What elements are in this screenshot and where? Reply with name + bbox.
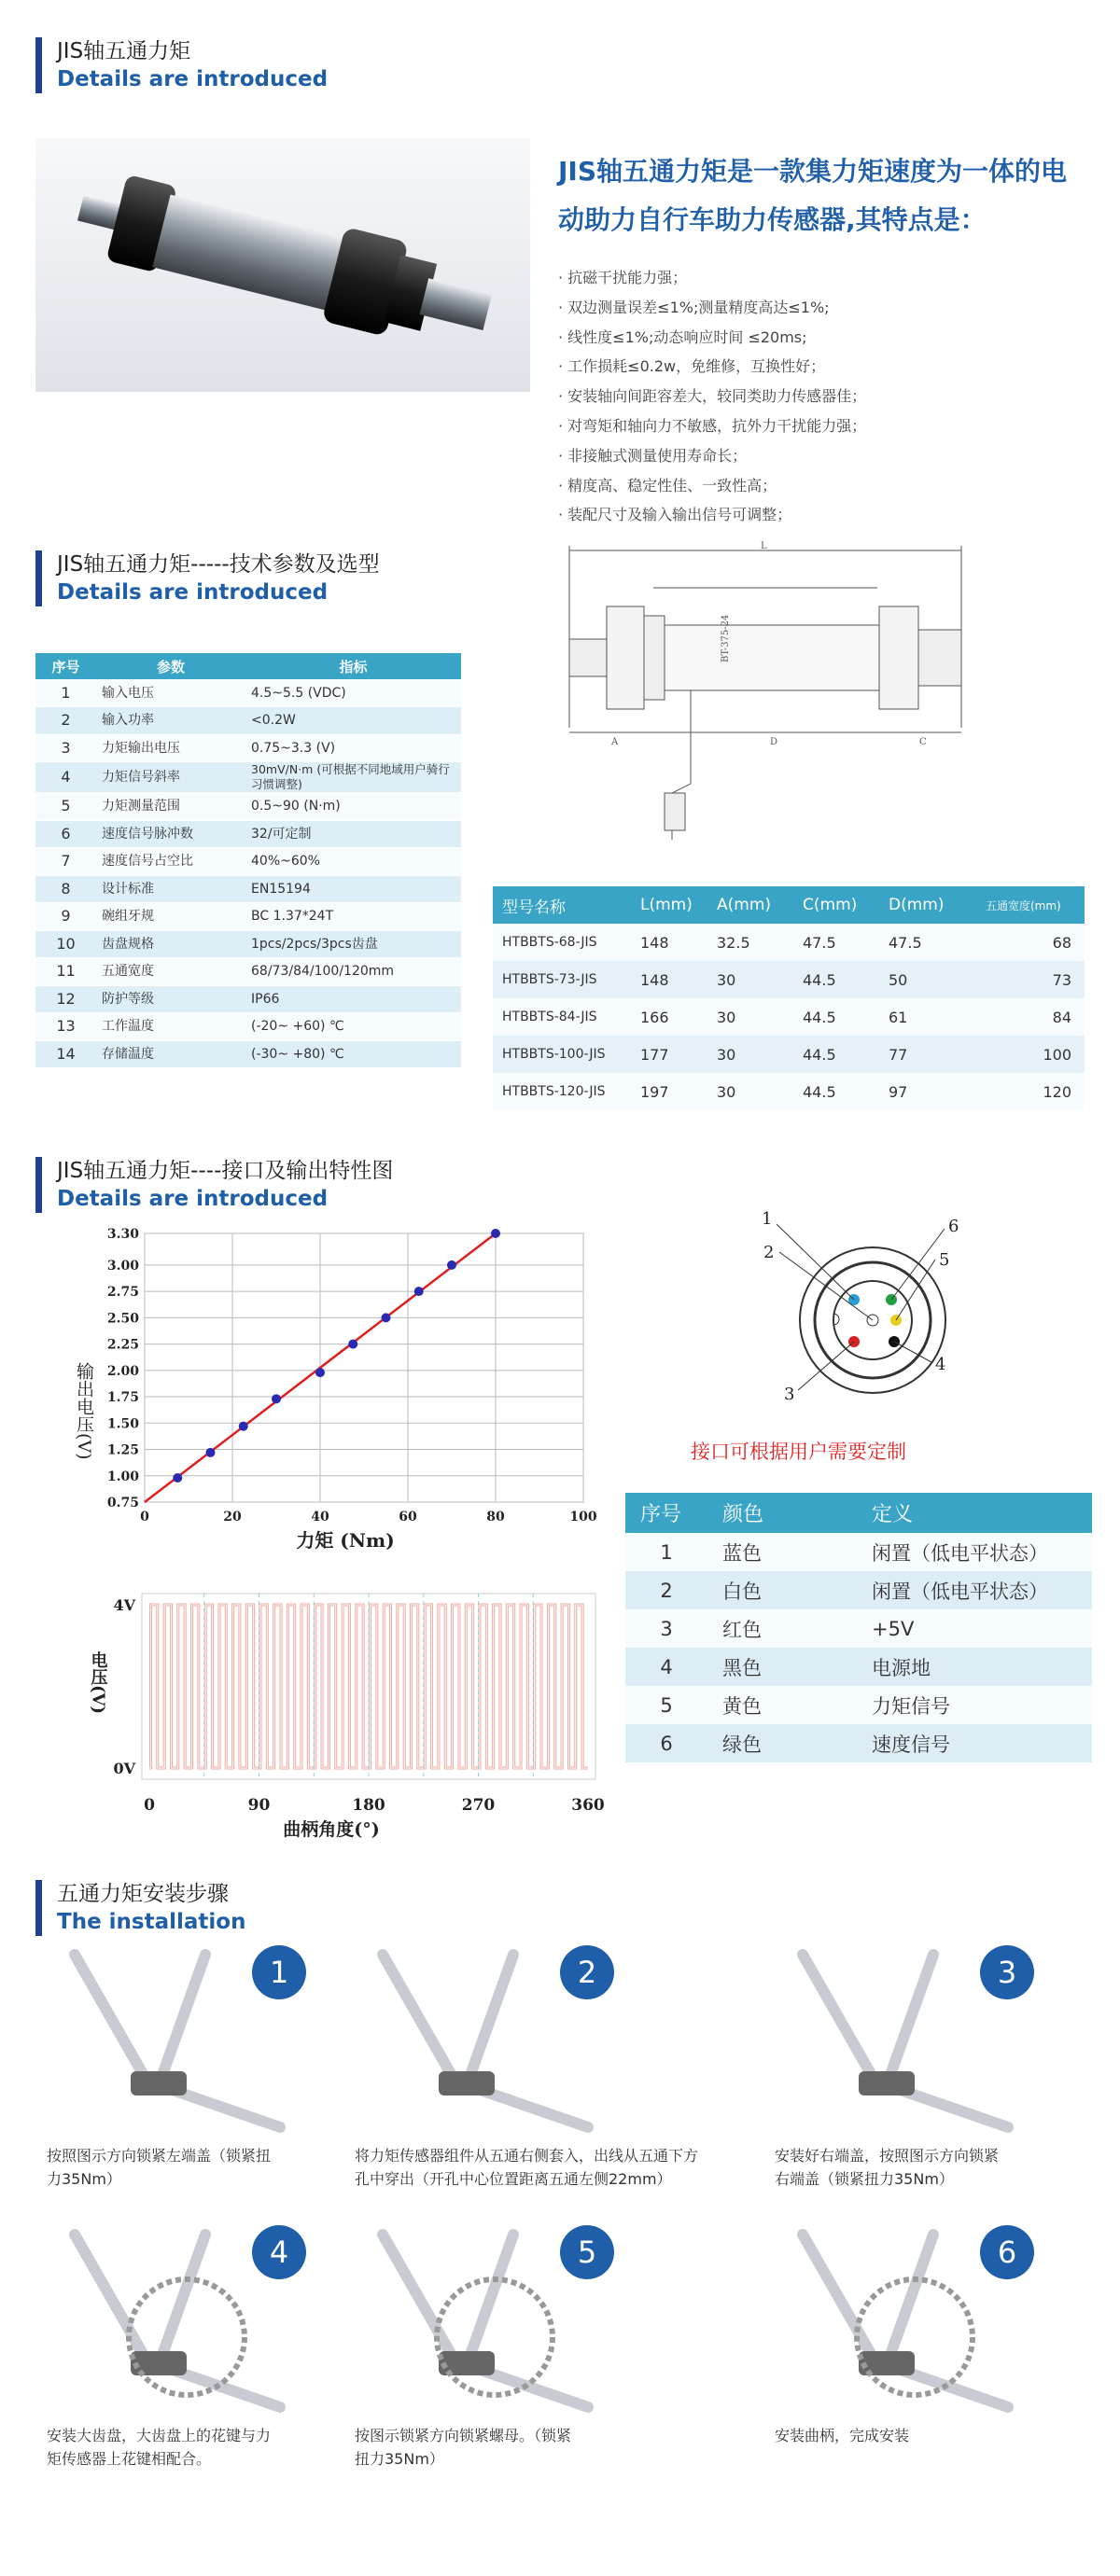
spec-cell: 30mV/N·m (可根据不同地域用户骑行习惯调整) (245, 762, 461, 793)
feature-item: · 抗磁干扰能力强； (558, 269, 688, 286)
pin-cell: 闲置（低电平状态） (857, 1571, 1092, 1609)
model-cell: 148 (631, 924, 707, 961)
step-caption: 安装大齿盘，大齿盘上的花键与力矩传感器上花键相配合。 (47, 2427, 272, 2468)
model-cell: 177 (631, 1036, 707, 1073)
model-cell: 197 (631, 1073, 707, 1110)
spec-cell: 0.5~90 (N·m) (245, 793, 461, 821)
data-point (447, 1260, 456, 1270)
model-cell: 30 (707, 1036, 793, 1073)
dimension-drawing (560, 541, 971, 868)
y-tick-label: 0.75 (106, 1496, 139, 1511)
section-title-cn: JIS轴五通力矩----接口及输出特性图 (57, 1159, 394, 1183)
model-header: C(mm) (793, 886, 879, 924)
data-point (206, 1448, 216, 1457)
model-cell: HTBBTS-68-JIS (493, 924, 631, 961)
pin-label-6: 6 (948, 1217, 959, 1236)
pin-cell: 4 (625, 1648, 707, 1686)
pin-header: 定义 (857, 1493, 1092, 1533)
model-row (493, 1073, 1085, 1110)
pin-cell: 力矩信号 (857, 1686, 1092, 1724)
model-row (493, 961, 1085, 998)
pin-cell: +5V (857, 1609, 1092, 1648)
model-cell: 100 (976, 1036, 1085, 1073)
pin-cell: 红色 (707, 1609, 857, 1648)
pin-label-2: 2 (763, 1243, 775, 1262)
step-number-badge: 6 (980, 2225, 1034, 2279)
pin-row (625, 1533, 1092, 1571)
data-point (239, 1422, 248, 1431)
spec-cell: 7 (35, 848, 96, 876)
speed-signal-chart (65, 1577, 616, 1847)
feature-item: · 线性度≤1%;动态响应时间 ≤20ms; (558, 327, 807, 346)
y-tick-label: 1.00 (106, 1469, 139, 1484)
pin-label-4: 4 (935, 1355, 946, 1374)
section-title-en: The installation (57, 1910, 246, 1934)
spec-cell: EN15194 (245, 875, 461, 903)
spec-header: 指标 (245, 653, 461, 679)
spec-row (35, 1013, 461, 1041)
model-cell: 30 (707, 961, 793, 998)
spec-cell: (-30~ +80) ℃ (245, 1040, 461, 1068)
step-number-badge: 2 (560, 1945, 614, 1999)
spec-cell: (-20~ +60) ℃ (245, 1013, 461, 1041)
model-row (493, 998, 1085, 1036)
pin-cell: 电源地 (857, 1648, 1092, 1686)
customization-note: 接口可根据用户需要定制 (691, 1441, 906, 1463)
step-caption: 安装曲柄，完成安装 (775, 2427, 910, 2444)
pin-cell: 黄色 (707, 1686, 857, 1724)
spec-cell: 8 (35, 875, 96, 903)
y-tick-label: 1.75 (106, 1390, 139, 1406)
connector-diagram (728, 1204, 999, 1427)
spec-cell: 1pcs/2pcs/3pcs齿盘 (245, 930, 461, 958)
spec-row (35, 958, 461, 986)
pin-cell: 黑色 (707, 1648, 857, 1686)
spec-cell: 14 (35, 1040, 96, 1068)
model-header: 型号名称 (493, 886, 631, 924)
model-cell: 61 (879, 998, 976, 1036)
spec-header: 参数 (96, 653, 245, 679)
model-cell: HTBBTS-100-JIS (493, 1036, 631, 1073)
x-axis-label: 曲柄角度(°) (283, 1819, 380, 1840)
x-tick-label: 0 (140, 1510, 149, 1525)
pin-header: 序号 (625, 1493, 707, 1533)
dim-label-l: L (761, 541, 767, 551)
spec-cell: BC 1.37*24T (245, 903, 461, 931)
x-tick-label: 60 (399, 1510, 417, 1525)
spec-cell: 速度信号占空比 (96, 848, 245, 876)
y-tick-label: 4V (113, 1596, 135, 1614)
spec-cell: 力矩信号斜率 (96, 762, 245, 793)
model-cell: 44.5 (793, 998, 879, 1036)
pin-cell: 2 (625, 1571, 707, 1609)
pin-label-3: 3 (784, 1385, 795, 1404)
spec-row (35, 707, 461, 735)
model-row (493, 924, 1085, 961)
section-title-installation (35, 1880, 245, 1936)
spec-cell: 12 (35, 985, 96, 1013)
x-axis-label: 力矩 (Nm) (296, 1529, 395, 1552)
pin-cell: 1 (625, 1533, 707, 1571)
feature-item: · 工作损耗≤0.2w，免维修，互换性好； (558, 357, 826, 376)
spec-cell: 40%~60% (245, 848, 461, 876)
pin-cell: 3 (625, 1609, 707, 1648)
pin-cell: 5 (625, 1686, 707, 1724)
model-cell: 44.5 (793, 1073, 879, 1110)
data-point (173, 1473, 182, 1483)
model-cell: 73 (976, 961, 1085, 998)
model-row (493, 1036, 1085, 1073)
feature-list (558, 263, 1090, 530)
spec-cell: 6 (35, 820, 96, 848)
spec-cell: 13 (35, 1013, 96, 1041)
spec-row (35, 930, 461, 958)
spec-cell: 32/可定制 (245, 820, 461, 848)
install-step (47, 2225, 383, 2471)
pin-row (625, 1571, 1092, 1609)
pin-row (625, 1648, 1092, 1686)
spec-cell: 输入功率 (96, 707, 245, 735)
pin-cell: 白色 (707, 1571, 857, 1609)
x-tick-label: 100 (569, 1510, 597, 1525)
feature-item: · 双边测量误差≤1%;测量精度高达≤1%; (558, 298, 830, 316)
spec-cell: 1 (35, 679, 96, 707)
dim-label-d: D (770, 737, 778, 747)
spec-header: 序号 (35, 653, 96, 679)
data-point (414, 1287, 424, 1296)
model-header: L(mm) (631, 886, 707, 924)
spec-cell: <0.2W (245, 707, 461, 735)
step-caption: 按图示锁紧方向锁紧螺母。（锁紧扭力35Nm） (355, 2427, 572, 2468)
spec-cell: 3 (35, 734, 96, 762)
install-step (355, 2225, 691, 2471)
pin-row (625, 1609, 1092, 1648)
spec-cell: 力矩测量范围 (96, 793, 245, 821)
spec-cell: 4 (35, 762, 96, 793)
section-title-cn: 五通力矩安装步骤 (57, 1882, 229, 1906)
step-number-badge: 3 (980, 1945, 1034, 1999)
spec-row (35, 903, 461, 931)
y-tick-label: 2.25 (106, 1337, 139, 1353)
model-header: D(mm) (879, 886, 976, 924)
model-table (493, 886, 1085, 1110)
spec-row (35, 875, 461, 903)
spec-cell: 输入电压 (96, 679, 245, 707)
model-cell: 97 (879, 1073, 976, 1110)
step-caption: 安装好右端盖，按照图示方向锁紧右端盖（锁紧扭力35Nm） (775, 2147, 1000, 2188)
model-cell: HTBBTS-73-JIS (493, 961, 631, 998)
dim-label-a: A (611, 737, 619, 747)
step-caption: 将力矩传感器组件从五通右侧套入，出线从五通下方孔中穿出（开孔中心位置距离五通左侧22mm） (355, 2147, 699, 2188)
y-axis-label: 输出电压(V) (74, 1362, 94, 1460)
step-caption: 按照图示方向锁紧左端盖（锁紧扭力35Nm） (47, 2147, 272, 2188)
step-number-badge: 5 (560, 2225, 614, 2279)
data-point (272, 1394, 281, 1403)
model-cell: 47.5 (793, 924, 879, 961)
y-tick-label: 2.00 (106, 1363, 139, 1379)
spec-cell: 9 (35, 903, 96, 931)
spec-cell: 存储温度 (96, 1040, 245, 1068)
data-point (491, 1229, 500, 1238)
spec-cell: 11 (35, 958, 96, 986)
model-cell: 30 (707, 998, 793, 1036)
install-step (775, 2225, 1111, 2447)
pin-cell: 速度信号 (857, 1724, 1092, 1762)
pin-label-5: 5 (939, 1250, 950, 1270)
x-tick-label: 40 (311, 1510, 329, 1525)
model-header: 五通宽度(mm) (976, 886, 1085, 924)
model-cell: 84 (976, 998, 1085, 1036)
spec-cell: 工作温度 (96, 1013, 245, 1041)
model-cell: 30 (707, 1073, 793, 1110)
step-number-badge: 4 (252, 2225, 306, 2279)
model-cell: 68 (976, 924, 1085, 961)
install-step (775, 1945, 1111, 2191)
model-cell: 47.5 (879, 924, 976, 961)
spec-row (35, 820, 461, 848)
section-title-specs (35, 550, 380, 606)
pin-cell: 蓝色 (707, 1533, 857, 1571)
y-tick-label: 0V (113, 1760, 135, 1777)
spec-cell: 设计标准 (96, 875, 245, 903)
x-tick-label: 270 (461, 1796, 496, 1815)
spec-row (35, 848, 461, 876)
dim-label-c: C (919, 737, 927, 747)
x-tick-label: 0 (144, 1796, 155, 1815)
y-tick-label: 1.25 (106, 1442, 139, 1458)
feature-item: · 非接触式测量使用寿命长； (558, 446, 748, 465)
y-tick-label: 2.50 (106, 1311, 139, 1327)
section-title-en: Details are introduced (57, 580, 329, 605)
section-title-en: Details are introduced (57, 1187, 329, 1211)
model-header: A(mm) (707, 886, 793, 924)
pin-cell: 闲置（低电平状态） (857, 1533, 1092, 1571)
feature-item: · 对弯矩和轴向力不敏感，抗外力干扰能力强； (558, 416, 867, 435)
model-cell: 32.5 (707, 924, 793, 961)
product-image (35, 138, 530, 392)
dim-label-part: BT-375-24 (721, 614, 731, 662)
pin-row (625, 1686, 1092, 1724)
pin-cell: 绿色 (707, 1724, 857, 1762)
install-step (355, 1945, 699, 2191)
feature-item: · 装配尺寸及输入输出信号可调整； (558, 506, 792, 524)
y-axis-label: 电压(V) (88, 1651, 108, 1714)
model-cell: 50 (879, 961, 976, 998)
model-cell: 120 (976, 1073, 1085, 1110)
spec-row (35, 762, 461, 793)
pin-header: 颜色 (707, 1493, 857, 1533)
step-number-badge: 1 (252, 1945, 306, 1999)
spec-table (35, 653, 461, 1068)
spec-row (35, 734, 461, 762)
feature-item: · 安装轴向间距容差大，较同类助力传感器佳； (558, 387, 867, 406)
pin-label-1: 1 (762, 1209, 773, 1229)
x-tick-label: 360 (571, 1796, 605, 1815)
y-tick-label: 2.75 (106, 1285, 139, 1301)
torque-voltage-chart (65, 1222, 616, 1567)
spec-cell: 碗组牙规 (96, 903, 245, 931)
x-tick-label: 180 (352, 1796, 385, 1815)
product-headline: JIS轴五通力矩是一款集力矩速度为一体的电动助力自行车助力传感器,其特点是： (558, 156, 1068, 235)
data-point (382, 1313, 391, 1322)
spec-cell: 力矩输出电压 (96, 734, 245, 762)
y-tick-label: 3.00 (106, 1258, 139, 1274)
install-step (47, 1945, 383, 2191)
section-title-cn: JIS轴五通力矩-----技术参数及选型 (57, 552, 380, 577)
y-tick-label: 3.30 (106, 1227, 139, 1242)
data-point (315, 1368, 325, 1377)
data-point (348, 1340, 357, 1349)
spec-cell: 2 (35, 707, 96, 735)
section-title-en: Details are introduced (57, 67, 329, 91)
spec-cell: 4.5~5.5 (VDC) (245, 679, 461, 707)
feature-item: · 精度高、稳定性佳、一致性高； (558, 476, 777, 494)
y-tick-label: 1.50 (106, 1416, 139, 1432)
section-title-cn: JIS轴五通力矩 (57, 39, 191, 63)
plot-frame (145, 1233, 583, 1502)
section-title-interface (35, 1157, 393, 1213)
spec-cell: 10 (35, 930, 96, 958)
spec-cell: 五通宽度 (96, 958, 245, 986)
section-title-intro (35, 37, 328, 93)
pin-cell: 6 (625, 1724, 707, 1762)
model-cell: 44.5 (793, 1036, 879, 1073)
spec-cell: IP66 (245, 985, 461, 1013)
spec-row (35, 793, 461, 821)
x-tick-label: 80 (486, 1510, 505, 1525)
x-tick-label: 20 (223, 1510, 242, 1525)
model-cell: 166 (631, 998, 707, 1036)
spec-row (35, 1040, 461, 1068)
spec-cell: 速度信号脉冲数 (96, 820, 245, 848)
x-tick-label: 90 (247, 1796, 271, 1815)
spec-cell: 齿盘规格 (96, 930, 245, 958)
pin-row (625, 1724, 1092, 1762)
model-cell: 77 (879, 1036, 976, 1073)
pin-definition-table (625, 1493, 1092, 1762)
spec-cell: 防护等级 (96, 985, 245, 1013)
model-cell: 44.5 (793, 961, 879, 998)
model-cell: HTBBTS-84-JIS (493, 998, 631, 1036)
model-cell: 148 (631, 961, 707, 998)
spec-row (35, 985, 461, 1013)
spec-cell: 68/73/84/100/120mm (245, 958, 461, 986)
model-cell: HTBBTS-120-JIS (493, 1073, 631, 1110)
spec-cell: 5 (35, 793, 96, 821)
spec-cell: 0.75~3.3 (V) (245, 734, 461, 762)
spec-row (35, 679, 461, 707)
